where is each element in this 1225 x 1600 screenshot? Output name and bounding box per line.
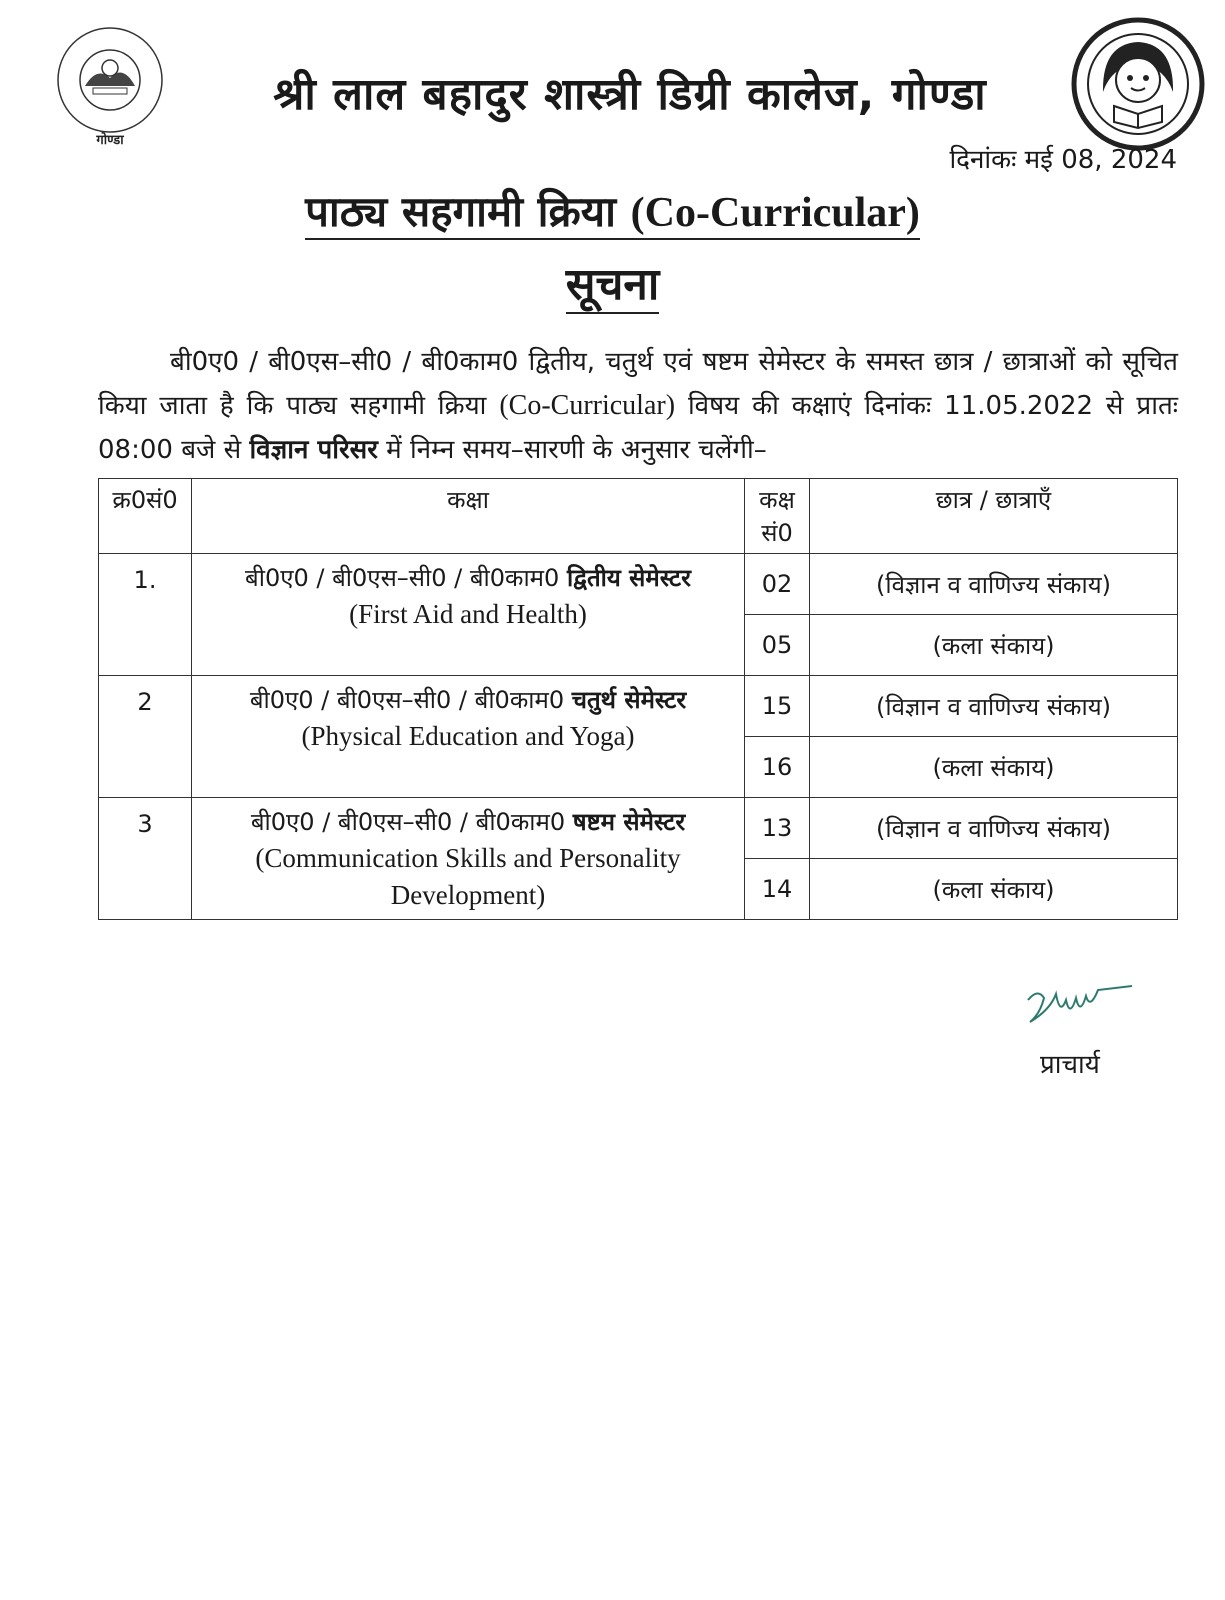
header-students: छात्र / छात्राएँ [810,479,1178,554]
subject-name: (Physical Education and Yoga) [301,721,635,751]
subject-title-hindi: पाठ्य सहगामी क्रिया [305,187,617,236]
subject-name: (First Aid and Health) [349,599,587,629]
serial-cell: 2 [99,676,192,798]
beti-bachao-logo [1068,14,1208,154]
subject-name: (Communication Skills and Personality Development) [255,843,681,910]
body-part2: (Co-Curricular) [499,390,676,421]
serial-cell: 3 [99,798,192,920]
class-prefix: बी0ए0 / बी0एस–सी0 / बी0काम0 [249,686,565,714]
group-cell: (कला संकाय) [810,615,1178,676]
body-part4: विज्ञान परिसर [249,435,378,465]
class-cell [192,798,745,920]
header-serial: क्र0सं0 [99,479,192,554]
group-cell: (विज्ञान व वाणिज्य संकाय) [810,798,1178,859]
subject-title [0,182,1225,239]
room-cell: 13 [745,798,810,859]
header-class: कक्षा [192,479,745,554]
room-cell: 16 [745,737,810,798]
semester-label: षष्टम सेमेस्टर [572,808,686,836]
group-cell: (कला संकाय) [810,859,1178,920]
college-seal-logo [45,20,175,150]
class-cell [192,676,745,798]
class-cell [192,554,745,676]
semester-label: चतुर्थ सेमेस्टर [571,686,687,714]
schedule-table [98,478,1178,920]
group-cell: (विज्ञान व वाणिज्य संकाय) [810,676,1178,737]
principal-signature [1020,980,1140,1030]
table-row [99,798,1178,859]
group-cell: (कला संकाय) [810,737,1178,798]
body-part3: विषय की कक्षाएं दिनांकः 11.05.2022 से प्रातः 08:00 बजे से [98,391,1179,465]
college-name: श्री लाल बहादुर शास्त्री डिग्री कालेज, गोण्डा [273,69,987,120]
table-header-row [99,479,1178,554]
semester-label: द्वितीय सेमेस्टर [566,564,691,592]
notice-body [98,340,1178,472]
notice-date: दिनांकः मई 08, 2024 [949,145,1177,175]
seal-bottom-text: गोण्डा [96,133,124,148]
table-row [99,676,1178,737]
principal-designation: प्राचार्य [1040,1050,1100,1080]
class-prefix: बी0ए0 / बी0एस–सी0 / बी0काम0 [245,564,560,592]
room-cell: 02 [745,554,810,615]
room-cell: 05 [745,615,810,676]
room-cell: 15 [745,676,810,737]
body-part1: बी0ए0 / बी0एस–सी0 / बी0काम0 द्वितीय, चतुर्थ एवं षष्टम सेमेस्टर के समस्त छात्र / छात्राओं को सूचित किया जाता है कि पाठ्य सहगामी क्रिया [98,347,1178,421]
header-room-line1: कक्ष [759,486,795,514]
body-part5: में निम्न समय–सारणी के अनुसार चलेंगी– [386,435,767,465]
table-row [99,554,1178,615]
header-room [745,479,810,554]
serial-cell: 1. [99,554,192,676]
notice-heading [0,252,1225,312]
class-prefix: बी0ए0 / बी0एस–सी0 / बी0काम0 [250,808,566,836]
subject-title-english: (Co-Curricular) [630,190,920,236]
notice-heading-text: सूचना [566,259,660,314]
header-room-line2: सं0 [761,519,793,547]
group-cell: (विज्ञान व वाणिज्य संकाय) [810,554,1178,615]
room-cell: 14 [745,859,810,920]
